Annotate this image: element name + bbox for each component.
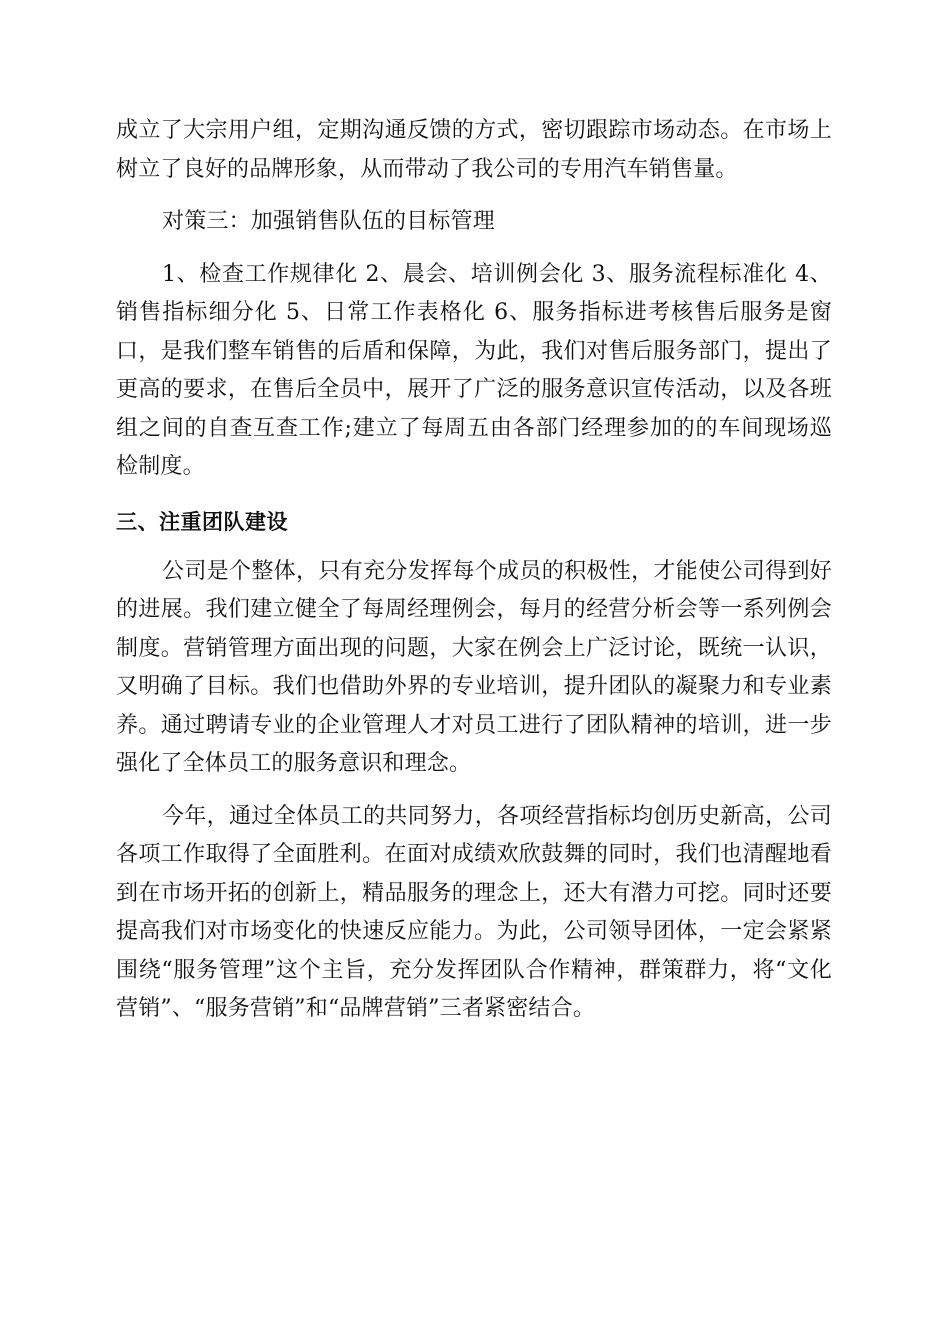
- section-heading-team-building: 三、注重团队建设: [116, 509, 288, 534]
- document-body: [116, 112, 832, 1029]
- paragraph-strategy-three: 对策三：加强销售队伍的目标管理: [162, 209, 496, 234]
- paragraph-annual-summary: 今年，通过全体员工的共同努力，各项经营指标均创历史新高，公司各项工作取得了全面胜利。在面对成绩欢欣鼓舞的同时，我们也清醒地看到在市场开拓的创新上，精品服务的理念上，还大有潜力可挖。同时还要提高我们对市场变化的快速反应能力。为此，公司领导团体，一定会紧紧围绕“服务管理”这个主旨，充分发挥团队合作精神，群策群力，将“文化营销”、“服务营销”和“品牌营销”三者紧密结合。: [116, 803, 832, 1021]
- paragraph-customer-groups: 成立了大宗用户组，定期沟通反馈的方式，密切跟踪市场动态。在市场上树立了良好的品牌形象，从而带动了我公司的专用汽车销售量。: [116, 118, 832, 182]
- paragraph-team-overview: 公司是个整体，只有充分发挥每个成员的积极性，才能使公司得到好的进展。我们建立健全了每周经理例会，每月的经营分析会等一系列例会制度。营销管理方面出现的问题，大家在例会上广泛讨论，既统一认识，又明确了目标。我们也借助外界的专业培训，提升团队的凝聚力和专业素养。通过聘请专业的企业管理人才对员工进行了团队精神的培训，进一步强化了全体员工的服务意识和理念。: [116, 558, 832, 776]
- paragraph-management-measures: 1、检查工作规律化 2、晨会、培训例会化 3、服务流程标准化 4、销售指标细分化 5、日常工作表格化 6、服务指标进考核售后服务是窗口，是我们整车销售的后盾和保障，为此，我们对售后服务部门，提出了更高的要求，在售后全员中，展开了广泛的服务意识宣传活动，以及各班组之间的自查互查工作;建立了每周五由各部门经理参加的的车间现场巡检制度。: [116, 261, 832, 479]
